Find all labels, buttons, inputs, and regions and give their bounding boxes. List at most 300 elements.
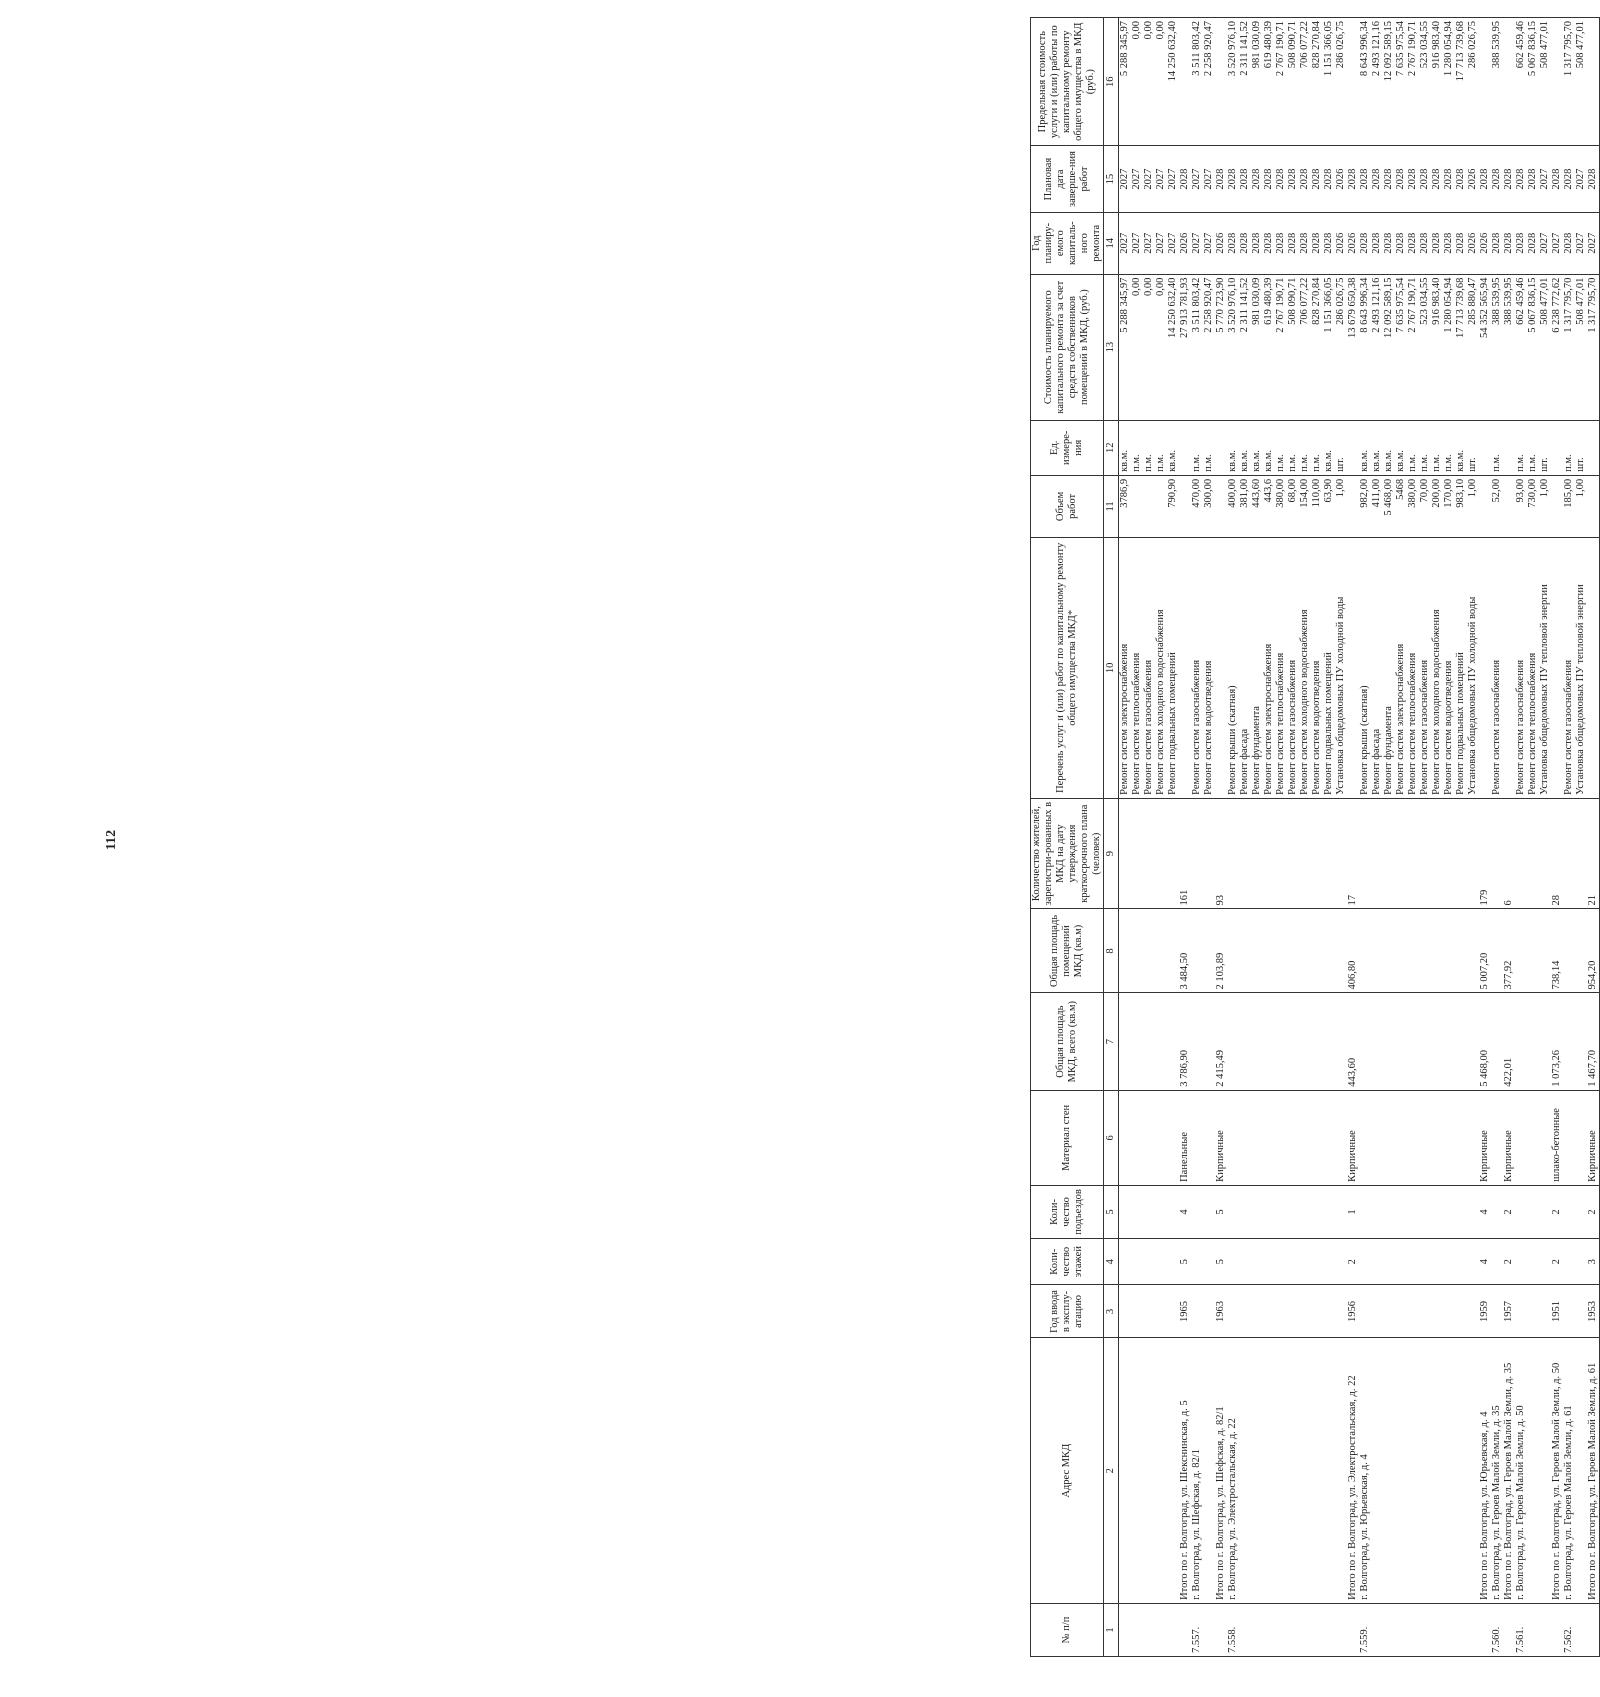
table-cell: 1 317 795,70: [1563, 18, 1575, 146]
table-cell: 3 520 976,10: [1227, 274, 1239, 420]
table-cell: [1155, 1285, 1167, 1338]
table-cell: 2028: [1431, 212, 1443, 274]
table-row: [1119, 18, 1132, 1657]
table-cell: [1479, 1603, 1491, 1656]
table-cell: Кирпичные: [1347, 1090, 1359, 1185]
table-cell: 2: [1587, 1185, 1600, 1238]
table-cell: 1: [1347, 1185, 1359, 1238]
table-cell: [1275, 1185, 1287, 1238]
table-cell: [1443, 993, 1455, 1090]
table-cell: 7 635 975,54: [1395, 18, 1407, 146]
table-cell: [1383, 993, 1395, 1090]
table-cell: [1311, 993, 1323, 1090]
table-cell: Ремонт подвальных помещений: [1167, 537, 1179, 798]
table-cell: [1167, 1238, 1179, 1284]
table-cell: 2027: [1539, 146, 1551, 212]
table-cell: [1491, 1185, 1503, 1238]
table-cell: [1227, 1238, 1239, 1284]
table-cell: [1155, 798, 1167, 909]
table-cell: [1311, 1603, 1323, 1656]
table-row: [1395, 18, 1407, 1657]
table-cell: [1491, 1238, 1503, 1284]
table-cell: [1503, 475, 1515, 537]
table-row: [1551, 18, 1563, 1657]
table-cell: [1527, 798, 1539, 909]
table-cell: п.м.: [1275, 420, 1287, 475]
table-cell: [1167, 993, 1179, 1090]
table-cell: 738,14: [1551, 909, 1563, 993]
table-cell: 5: [1215, 1238, 1227, 1284]
table-row: [1143, 18, 1155, 1657]
table-cell: 2028: [1383, 212, 1395, 274]
table-cell: [1239, 1185, 1251, 1238]
table-cell: шт.: [1539, 420, 1551, 475]
table-cell: [1563, 993, 1575, 1090]
column-number-7: 7: [1104, 993, 1119, 1090]
column-number-11: 11: [1104, 475, 1119, 537]
table-cell: 21: [1587, 798, 1600, 909]
table-cell: Ремонт систем холодного водоснабжения: [1299, 537, 1311, 798]
table-cell: 3 786,90: [1179, 993, 1191, 1090]
table-cell: [1431, 1338, 1443, 1603]
table-cell: 2028: [1359, 212, 1371, 274]
table-cell: 1956: [1347, 1285, 1359, 1338]
table-cell: 5 288 345,97: [1119, 18, 1132, 146]
table-cell: [1335, 1285, 1347, 1338]
table-cell: 406,80: [1347, 909, 1359, 993]
table-cell: 68,00: [1287, 475, 1299, 537]
table-cell: кв.м.: [1239, 420, 1251, 475]
table-cell: [1431, 909, 1443, 993]
table-cell: 2027: [1131, 146, 1143, 212]
table-cell: п.м.: [1563, 420, 1575, 475]
table-cell: г. Волгоград, ул. Героев Малой Земли, д. 61: [1563, 1338, 1575, 1603]
table-cell: 730,00: [1527, 475, 1539, 537]
table-cell: 0,00: [1155, 18, 1167, 146]
header-cell-8: Общая площадь помещений МКД (кв.м): [1031, 909, 1104, 993]
table-cell: 2: [1347, 1238, 1359, 1284]
table-cell: 286 026,75: [1467, 18, 1479, 146]
table-cell: 1963: [1215, 1285, 1227, 1338]
table-cell: 63,90: [1323, 475, 1335, 537]
table-cell: [1503, 537, 1515, 798]
table-cell: 286 026,75: [1335, 274, 1347, 420]
table-cell: 1 317 795,70: [1563, 274, 1575, 420]
table-row: [1179, 18, 1191, 1657]
table-cell: [1527, 1285, 1539, 1338]
table-cell: [1119, 1185, 1132, 1238]
table-cell: [1467, 993, 1479, 1090]
table-cell: 2028: [1287, 212, 1299, 274]
table-cell: г. Волгоград, ул. Электростальская, д. 22: [1227, 1338, 1239, 1603]
table-cell: [1431, 1185, 1443, 1238]
table-cell: 916 983,40: [1431, 274, 1443, 420]
column-number-8: 8: [1104, 909, 1119, 993]
header-cell-16: Предельная стоимость услуги и (или) работы по капитальному ремонту общего имущества в МКД (руб.): [1031, 18, 1104, 146]
table-cell: п.м.: [1515, 420, 1527, 475]
table-cell: 1 280 054,94: [1443, 18, 1455, 146]
table-cell: [1383, 798, 1395, 909]
table-cell: 1 151 366,05: [1323, 274, 1335, 420]
table-cell: [1371, 1603, 1383, 1656]
table-cell: [1311, 1285, 1323, 1338]
table-cell: [1263, 1238, 1275, 1284]
table-cell: 954,20: [1587, 909, 1600, 993]
table-cell: 70,00: [1419, 475, 1431, 537]
table-cell: [1443, 1185, 1455, 1238]
table-cell: 706 077,22: [1299, 18, 1311, 146]
table-cell: 154,00: [1299, 475, 1311, 537]
table-cell: 2027: [1551, 212, 1563, 274]
table-cell: [1299, 1185, 1311, 1238]
table-cell: [1287, 1090, 1299, 1185]
table-cell: 2026: [1479, 212, 1491, 274]
table-cell: 179: [1479, 798, 1491, 909]
table-cell: [1407, 1338, 1419, 1603]
table-cell: 2028: [1299, 146, 1311, 212]
table-cell: [1575, 1238, 1587, 1284]
table-cell: 0,00: [1131, 18, 1143, 146]
table-cell: [1467, 909, 1479, 993]
table-cell: [1251, 1338, 1263, 1603]
table-cell: 2027: [1155, 146, 1167, 212]
table-cell: 2028: [1263, 212, 1275, 274]
table-cell: Ремонт систем водоотведения: [1203, 537, 1215, 798]
table-cell: 2028: [1395, 146, 1407, 212]
table-cell: [1287, 1238, 1299, 1284]
table-row: [1371, 18, 1383, 1657]
table-cell: [1419, 1090, 1431, 1185]
table-cell: 1957: [1503, 1285, 1515, 1338]
table-cell: [1203, 1238, 1215, 1284]
table-cell: [1563, 798, 1575, 909]
table-cell: [1455, 798, 1467, 909]
table-row: [1287, 18, 1299, 1657]
table-cell: [1299, 1285, 1311, 1338]
table-cell: [1371, 993, 1383, 1090]
table-cell: [1359, 1090, 1371, 1185]
table-cell: 2028: [1371, 212, 1383, 274]
table-cell: 5 067 836,15: [1527, 18, 1539, 146]
table-cell: [1251, 1285, 1263, 1338]
column-number-15: 15: [1104, 146, 1119, 212]
table-cell: [1275, 1603, 1287, 1656]
table-cell: [1167, 1338, 1179, 1603]
table-cell: [1263, 1090, 1275, 1185]
table-row: [1227, 18, 1239, 1657]
table-cell: [1155, 993, 1167, 1090]
column-number-12: 12: [1104, 420, 1119, 475]
table-cell: [1323, 1185, 1335, 1238]
table-cell: [1143, 1603, 1155, 1656]
table-cell: [1491, 1090, 1503, 1185]
table-cell: 17 713 739,68: [1455, 18, 1467, 146]
table-cell: 4: [1479, 1238, 1491, 1284]
table-cell: 7.558.: [1227, 1603, 1239, 1656]
table-cell: [1539, 909, 1551, 993]
table-cell: [1239, 798, 1251, 909]
table-cell: [1359, 1185, 1371, 1238]
table-cell: 508 477,01: [1539, 274, 1551, 420]
table-row: [1203, 18, 1215, 1657]
table-cell: 54 352 565,94: [1479, 274, 1491, 420]
table-cell: 2028: [1383, 146, 1395, 212]
table-row: [1455, 18, 1467, 1657]
table-cell: 1951: [1551, 1285, 1563, 1338]
table-cell: [1527, 1090, 1539, 1185]
table-cell: [1239, 1603, 1251, 1656]
table-cell: [1455, 1090, 1467, 1185]
table-cell: [1275, 1238, 1287, 1284]
table-cell: 1 151 366,05: [1323, 18, 1335, 146]
table-row: [1155, 18, 1167, 1657]
table-cell: 523 034,55: [1419, 18, 1431, 146]
table-cell: [1383, 1238, 1395, 1284]
table-cell: 8 643 996,34: [1359, 274, 1371, 420]
table-cell: [1431, 1603, 1443, 1656]
table-row: [1563, 18, 1575, 1657]
table-cell: [1299, 909, 1311, 993]
table-cell: Ремонт систем газоснабжения: [1491, 537, 1503, 798]
table-cell: Ремонт систем газоснабжения: [1419, 537, 1431, 798]
table-cell: 2 767 190,71: [1275, 274, 1287, 420]
table-cell: [1239, 1285, 1251, 1338]
table-cell: [1347, 1603, 1359, 1656]
table-cell: [1131, 1090, 1143, 1185]
table-cell: [1143, 1285, 1155, 1338]
table-cell: 2 258 920,47: [1203, 274, 1215, 420]
table-cell: [1551, 475, 1563, 537]
table-cell: [1203, 993, 1215, 1090]
table-cell: 2027: [1143, 212, 1155, 274]
table-cell: [1395, 1285, 1407, 1338]
table-cell: [1215, 537, 1227, 798]
table-cell: 2028: [1443, 146, 1455, 212]
table-cell: Ремонт систем газоснабжения: [1191, 537, 1203, 798]
table-cell: Ремонт систем газоснабжения: [1515, 537, 1527, 798]
table-cell: 828 270,84: [1311, 274, 1323, 420]
table-cell: Установка общедомовых ПУ холодной воды: [1467, 537, 1479, 798]
table-cell: [1383, 1090, 1395, 1185]
table-cell: 3 520 976,10: [1227, 18, 1239, 146]
table-cell: [1503, 420, 1515, 475]
table-cell: [1431, 1090, 1443, 1185]
table-cell: п.м.: [1431, 420, 1443, 475]
table-cell: п.м.: [1287, 420, 1299, 475]
table-row: [1443, 18, 1455, 1657]
table-cell: [1287, 1285, 1299, 1338]
table-cell: 1 073,26: [1551, 993, 1563, 1090]
table-row: [1515, 18, 1527, 1657]
table-cell: [1395, 909, 1407, 993]
table-cell: 2028: [1503, 146, 1515, 212]
table-cell: п.м.: [1491, 420, 1503, 475]
table-cell: 2028: [1359, 146, 1371, 212]
table-cell: [1419, 1185, 1431, 1238]
column-number-14: 14: [1104, 212, 1119, 274]
table-cell: [1179, 537, 1191, 798]
table-cell: [1371, 1185, 1383, 1238]
table-cell: [1131, 475, 1143, 537]
table-cell: 2028: [1347, 146, 1359, 212]
table-cell: [1179, 420, 1191, 475]
table-cell: [1371, 909, 1383, 993]
table-cell: [1563, 1238, 1575, 1284]
table-cell: п.м.: [1311, 420, 1323, 475]
table-cell: 2028: [1251, 212, 1263, 274]
table-cell: [1347, 475, 1359, 537]
table-cell: Кирпичные: [1587, 1090, 1600, 1185]
table-cell: [1167, 1185, 1179, 1238]
table-cell: [1347, 537, 1359, 798]
table-cell: 2 415,49: [1215, 993, 1227, 1090]
table-row: [1539, 18, 1551, 1657]
table-cell: 2028: [1419, 146, 1431, 212]
table-cell: 17 713 739,68: [1455, 274, 1467, 420]
table-cell: [1335, 1338, 1347, 1603]
table-cell: [1395, 1185, 1407, 1238]
table-cell: 1,00: [1467, 475, 1479, 537]
table-cell: 3786,9: [1119, 475, 1132, 537]
table-row: [1467, 18, 1479, 1657]
table-cell: [1131, 1238, 1143, 1284]
table-cell: п.м.: [1191, 420, 1203, 475]
table-cell: Итого по г. Волгоград, ул. Юрьевская, д. 4: [1479, 1338, 1491, 1603]
table-cell: [1479, 537, 1491, 798]
table-cell: [1335, 909, 1347, 993]
table-cell: [1251, 1185, 1263, 1238]
table-cell: Итого по г. Волгоград, ул. Шекснинская, д. 5: [1179, 1338, 1191, 1603]
column-number-6: 6: [1104, 1090, 1119, 1185]
table-cell: 981 030,09: [1251, 18, 1263, 146]
table-cell: п.м.: [1527, 420, 1539, 475]
table-cell: 983,10: [1455, 475, 1467, 537]
table-cell: Кирпичные: [1215, 1090, 1227, 1185]
table-cell: Ремонт систем электроснабжения: [1263, 537, 1275, 798]
table-cell: [1575, 1285, 1587, 1338]
table-cell: [1443, 1338, 1455, 1603]
table-cell: 2028: [1455, 146, 1467, 212]
table-cell: [1287, 1185, 1299, 1238]
table-cell: [1455, 1338, 1467, 1603]
header-cell-6: Материал стен: [1031, 1090, 1104, 1185]
table-cell: [1527, 1338, 1539, 1603]
table-cell: Ремонт систем газоснабжения: [1143, 537, 1155, 798]
table-cell: [1215, 475, 1227, 537]
table-cell: [1587, 537, 1600, 798]
table-cell: [1155, 1338, 1167, 1603]
table-cell: кв.м.: [1371, 420, 1383, 475]
table-cell: [1371, 1338, 1383, 1603]
table-cell: [1275, 1285, 1287, 1338]
table-cell: Ремонт фасада: [1239, 537, 1251, 798]
table-cell: Итого по г. Волгоград, ул. Героев Малой Земли, д. 61: [1587, 1338, 1600, 1603]
header-cell-11: Объем работ: [1031, 475, 1104, 537]
table-cell: [1311, 1185, 1323, 1238]
table-cell: 982,00: [1359, 475, 1371, 537]
table-cell: [1131, 1185, 1143, 1238]
table-cell: 388 539,95: [1491, 274, 1503, 420]
table-cell: 790,90: [1167, 475, 1179, 537]
table-cell: [1299, 993, 1311, 1090]
table-cell: 2028: [1179, 146, 1191, 212]
table-cell: [1467, 798, 1479, 909]
table-cell: 52,00: [1491, 475, 1503, 537]
table-cell: [1299, 1090, 1311, 1185]
table-cell: [1527, 1238, 1539, 1284]
table-cell: 1953: [1587, 1285, 1600, 1338]
table-cell: [1575, 909, 1587, 993]
table-cell: Ремонт подвальных помещений: [1455, 537, 1467, 798]
table-cell: [1551, 537, 1563, 798]
table-row: [1491, 18, 1503, 1657]
table-cell: 377,92: [1503, 909, 1515, 993]
table-cell: [1263, 1185, 1275, 1238]
table-cell: 981 030,09: [1251, 274, 1263, 420]
table-cell: 2027: [1203, 212, 1215, 274]
table-cell: Ремонт систем холодного водоснабжения: [1431, 537, 1443, 798]
table-cell: [1431, 993, 1443, 1090]
table-cell: 28: [1551, 798, 1563, 909]
table-cell: 2: [1503, 1185, 1515, 1238]
table-cell: [1419, 1238, 1431, 1284]
table-cell: [1155, 909, 1167, 993]
table-cell: 443,60: [1347, 993, 1359, 1090]
table-cell: [1359, 1285, 1371, 1338]
table-cell: [1407, 1238, 1419, 1284]
table-cell: [1503, 1603, 1515, 1656]
table-cell: [1527, 993, 1539, 1090]
table-cell: 443,6: [1263, 475, 1275, 537]
table-cell: [1143, 1090, 1155, 1185]
table-cell: 2 258 920,47: [1203, 18, 1215, 146]
table-cell: 2028: [1431, 146, 1443, 212]
table-cell: [1419, 993, 1431, 1090]
table-cell: [1119, 1090, 1132, 1185]
header-cell-7: Общая площадь МКД, всего (кв.м): [1031, 993, 1104, 1090]
header-cell-2: Адрес МКД: [1031, 1338, 1104, 1603]
table-cell: [1191, 1185, 1203, 1238]
table-cell: [1419, 1285, 1431, 1338]
table-cell: 2 103,89: [1215, 909, 1227, 993]
table-cell: Ремонт систем теплоснабжения: [1407, 537, 1419, 798]
table-cell: шт.: [1575, 420, 1587, 475]
table-cell: [1407, 1185, 1419, 1238]
table-cell: Ремонт систем газоснабжения: [1563, 537, 1575, 798]
table-cell: 2028: [1587, 146, 1600, 212]
table-row: [1575, 18, 1587, 1657]
table-cell: [1179, 475, 1191, 537]
table-cell: 17: [1347, 798, 1359, 909]
table-cell: [1491, 1285, 1503, 1338]
table-cell: [1227, 798, 1239, 909]
table-cell: 2028: [1275, 212, 1287, 274]
table-cell: [1203, 1285, 1215, 1338]
table-cell: [1203, 1185, 1215, 1238]
table-cell: г. Волгоград, ул. Героев Малой Земли, д. 35: [1491, 1338, 1503, 1603]
table-cell: кв.м.: [1455, 420, 1467, 475]
table-cell: 2026: [1215, 212, 1227, 274]
table-cell: п.м.: [1299, 420, 1311, 475]
table-cell: [1119, 993, 1132, 1090]
table-cell: п.м.: [1419, 420, 1431, 475]
table-cell: [1455, 1285, 1467, 1338]
table-cell: 14 250 632,40: [1167, 274, 1179, 420]
table-cell: Итого по г. Волгоград, ул. Героев Малой Земли, д. 35: [1503, 1338, 1515, 1603]
table-cell: [1119, 1603, 1132, 1656]
table-cell: 2028: [1227, 146, 1239, 212]
table-cell: кв.м.: [1251, 420, 1263, 475]
